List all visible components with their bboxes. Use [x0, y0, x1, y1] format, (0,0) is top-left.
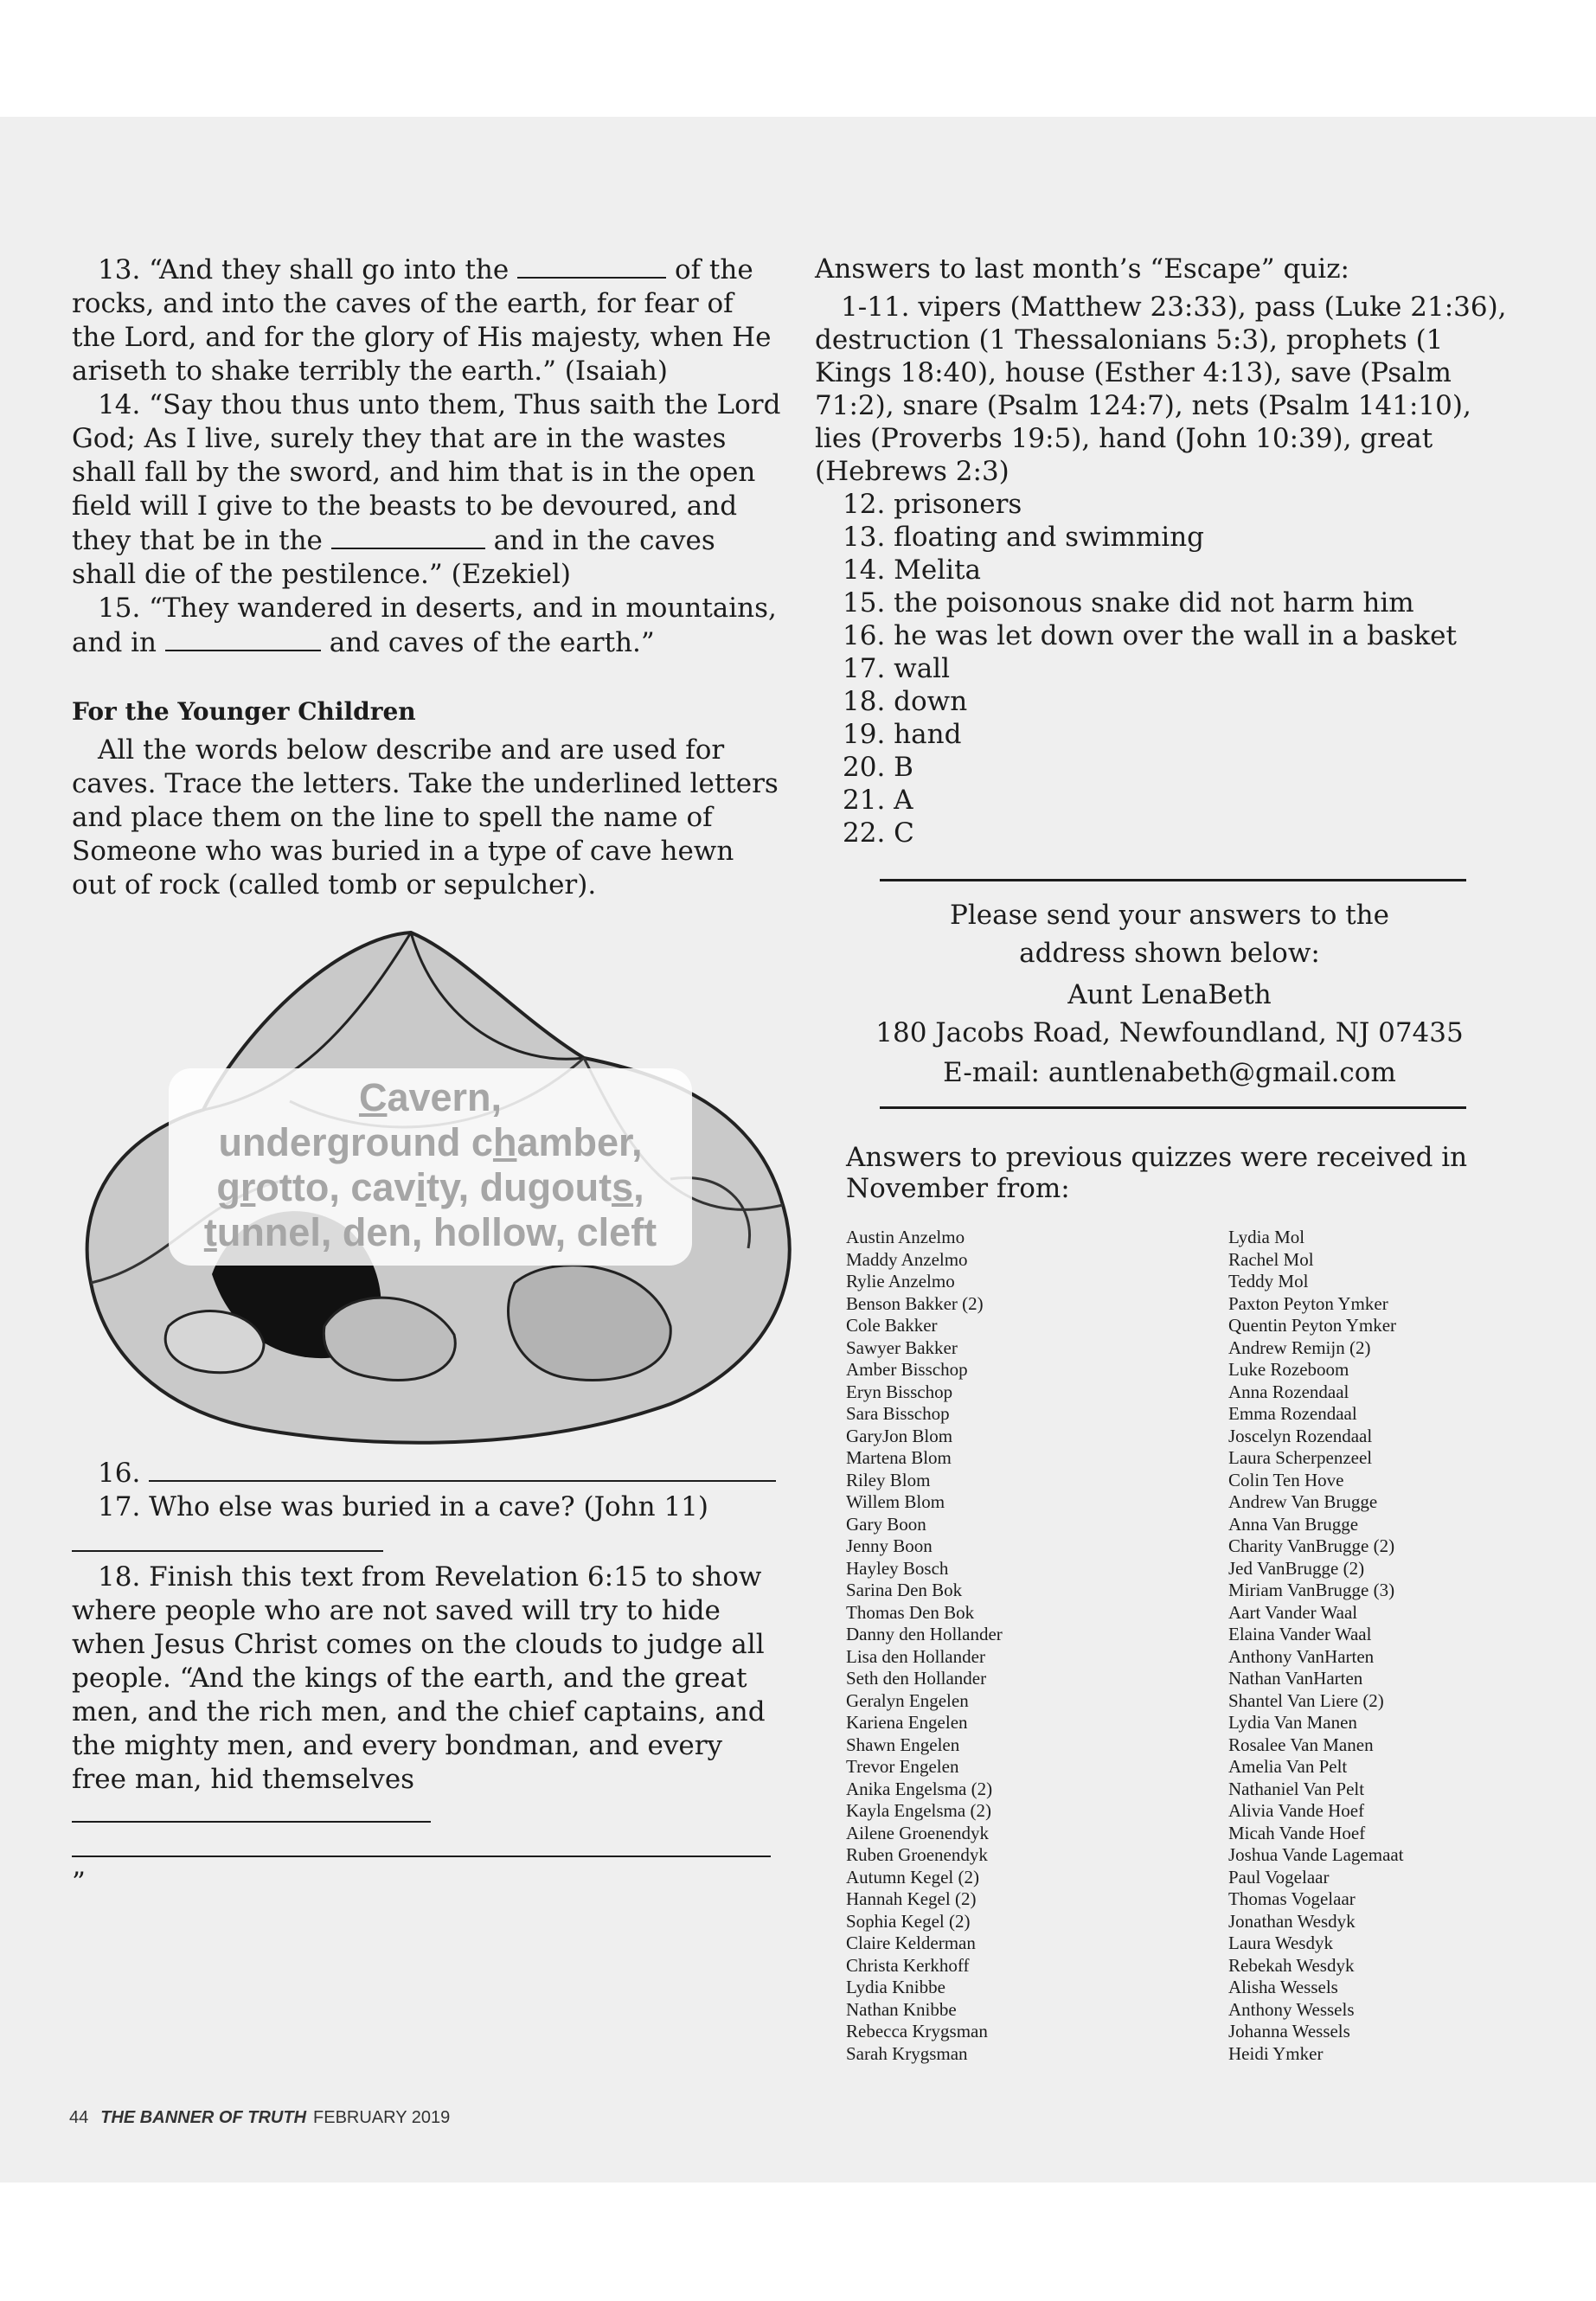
name-entry: Martena Blom — [846, 1447, 952, 1468]
name-entry: Shantel Van Liere (2) — [1228, 1689, 1384, 1711]
name-entry: Maddy Anzelmo — [846, 1248, 968, 1270]
received-title: Answers to previous quizzes were received in November from: — [846, 1142, 1468, 1204]
names-column-1 — [846, 1227, 1228, 2065]
send-line-2: address shown below: — [1019, 938, 1320, 969]
name-entry: Christa Kerkhoff — [846, 1954, 970, 1976]
answer-item: 13. floating and swimming — [843, 522, 1205, 553]
name-entry: Heidi Ymker — [1228, 2042, 1324, 2064]
question-17: 17. Who else was buried in a cave? (John 11) — [98, 1491, 708, 1522]
name-entry: Sawyer Bakker — [846, 1336, 958, 1358]
name-entry: Hannah Kegel (2) — [846, 1888, 977, 1909]
name-entry: Riley Blom — [846, 1469, 931, 1490]
name-entry: Rylie Anzelmo — [846, 1271, 955, 1292]
question-18-line-2: ” — [72, 1831, 781, 1900]
answer-item: 12. prisoners — [843, 489, 1022, 520]
name-entry: Rebecca Krygsman — [846, 2021, 988, 2041]
name-entry: Ruben Groenendyk — [846, 1844, 988, 1865]
answer-blank-14[interactable] — [331, 523, 485, 549]
name-entry: Teddy Mol — [1228, 1271, 1309, 1292]
answer-item: 16. he was let down over the wall in a basket — [843, 620, 1457, 651]
answer-item: 20. B — [843, 752, 913, 783]
left-column — [72, 253, 781, 1900]
name-entry: Nathan Knibbe — [846, 1998, 957, 2020]
answer-blank-18a[interactable] — [72, 1797, 431, 1823]
name-entry: Lydia Knibbe — [846, 1977, 945, 1997]
name-entry: Nathaniel Van Pelt — [1228, 1778, 1365, 1799]
name-entry: Jed VanBrugge (2) — [1228, 1557, 1365, 1579]
name-entry: Rachel Mol — [1228, 1248, 1314, 1270]
answer-item: 19. hand — [843, 719, 962, 750]
address-name: Aunt LenaBeth — [1067, 979, 1272, 1010]
name-entry: Anna Van Brugge — [1228, 1513, 1359, 1535]
cave-illustration — [65, 920, 809, 1456]
address-block — [815, 899, 1524, 1089]
name-entry: Cole Bakker — [846, 1315, 938, 1336]
younger-children-instructions: All the words below describe and are used for caves. Trace the letters. Take the underlined letters and place them on the line to spell the name of Someone who was buried in a type of cave hewn out of rock (called tomb or sepulcher). — [72, 734, 779, 901]
name-entry: Rebekah Wesdyk — [1228, 1954, 1355, 1976]
address-street: 180 Jacobs Road, Newfoundland, NJ 07435 — [875, 1017, 1464, 1048]
name-entry: Elaina Vander Waal — [1228, 1624, 1372, 1644]
address-email[interactable]: E-mail: auntlenabeth@gmail.com — [943, 1057, 1396, 1088]
answers-title: Answers to last month’s “Escape” quiz: — [815, 253, 1350, 285]
answer-item: 15. the poisonous snake did not harm him — [843, 587, 1414, 619]
name-entry: Thomas Vogelaar — [1228, 1888, 1356, 1909]
names-list — [846, 1227, 1521, 2065]
name-entry: Lydia Mol — [1228, 1227, 1305, 1247]
send-line-1: Please send your answers to the — [949, 900, 1389, 931]
name-entry: Ailene Groenendyk — [846, 1822, 990, 1843]
name-entry: Quentin Peyton Ymker — [1228, 1315, 1397, 1336]
answer-blank-18b[interactable] — [72, 1831, 771, 1857]
name-entry: Amelia Van Pelt — [1228, 1756, 1348, 1777]
cave-words-box — [169, 1068, 692, 1266]
name-entry: GaryJon Blom — [846, 1425, 953, 1446]
name-entry: Anthony VanHarten — [1228, 1645, 1375, 1667]
name-entry: Anthony Wessels — [1228, 1998, 1355, 2020]
answer-blank-13[interactable] — [517, 253, 666, 279]
name-entry: Amber Bisschop — [846, 1359, 968, 1380]
name-entry: Colin Ten Hove — [1228, 1469, 1344, 1490]
answer-item: 22. C — [843, 817, 914, 849]
right-column — [815, 253, 1524, 1204]
question-16: 16. — [72, 1456, 781, 1490]
name-entry: Alivia Vande Hoef — [1228, 1800, 1365, 1821]
publication-name: THE BANNER OF TRUTH — [100, 2108, 307, 2127]
name-entry: Laura Wesdyk — [1228, 1932, 1333, 1953]
answer-blank-16[interactable] — [149, 1456, 776, 1482]
name-entry: Claire Kelderman — [846, 1932, 976, 1953]
name-entry: Sarah Krygsman — [846, 2042, 968, 2064]
answer-item: 17. wall — [843, 653, 950, 684]
name-entry: Joshua Vande Lagemaat — [1228, 1844, 1404, 1865]
divider-bottom — [880, 1106, 1466, 1109]
name-entry: Jenny Boon — [846, 1535, 933, 1556]
name-entry: Shawn Engelen — [846, 1734, 960, 1755]
name-entry: Benson Bakker (2) — [846, 1292, 984, 1314]
answers-list — [815, 488, 1524, 849]
name-entry: Sarina Den Bok — [846, 1580, 963, 1600]
answer-item: 14. Melita — [843, 554, 982, 586]
name-entry: Paul Vogelaar — [1228, 1866, 1330, 1888]
name-entry: Aart Vander Waal — [1228, 1601, 1358, 1623]
name-entry: Johanna Wessels — [1228, 2021, 1350, 2041]
issue-date: FEBRUARY 2019 — [313, 2108, 451, 2127]
cave-words-line-1: Cavern, — [358, 1075, 503, 1119]
answer-blank-17[interactable] — [72, 1550, 383, 1552]
name-entry: Charity VanBrugge (2) — [1228, 1535, 1395, 1556]
name-entry: Anna Rozendaal — [1228, 1381, 1349, 1402]
name-entry: Emma Rozendaal — [1228, 1403, 1357, 1424]
answer-item: 21. A — [843, 785, 913, 816]
names-column-2 — [1228, 1227, 1404, 2065]
name-entry: Laura Scherpenzeel — [1228, 1447, 1373, 1468]
cave-words-line-4: tunnel, den, hollow, cleft — [203, 1210, 657, 1254]
question-14: 14. “Say thou thus unto them, Thus saith the Lord God; As I live, surely they that are in the wastes shall fall by the sword, and him that is in the open field will I give to the beasts to be devoured, and they that be in the and in the caves shall die of the pestilence.” (Ezekiel) — [72, 389, 781, 590]
name-entry: Paxton Peyton Ymker — [1228, 1292, 1388, 1314]
page-footer — [69, 2108, 450, 2128]
name-entry: Gary Boon — [846, 1513, 926, 1535]
page-number: 44 — [69, 2108, 89, 2127]
name-entry: Lisa den Hollander — [846, 1645, 985, 1667]
answer-item: 18. down — [843, 686, 968, 717]
name-entry: Danny den Hollander — [846, 1624, 1003, 1644]
name-entry: Kayla Engelsma (2) — [846, 1800, 991, 1821]
name-entry: Micah Vande Hoef — [1228, 1822, 1366, 1843]
question-18: 18. Finish this text from Revelation 6:15 to show where people who are not saved will try to hide when Jesus Christ comes on the clouds to judge all people. “And the kings of the earth, and the great men, and the rich men, and the chief captains, and the mighty men, and every bondman, and every free man, hid themselves — [72, 1561, 781, 1831]
name-entry: Geralyn Engelen — [846, 1689, 969, 1711]
younger-children-heading: For the Younger Children — [72, 697, 416, 726]
name-entry: Anika Engelsma (2) — [846, 1778, 993, 1799]
answers-intro: 1-11. vipers (Matthew 23:33), pass (Luke 21:36), destruction (1 Thessalonians 5:3), prophets (1 Kings 18:40), house (Esther 4:13), save (Psalm 71:2), snare (Psalm 124:7), nets (Psalm 141:10), lies (Proverbs 19:5), hand (John 10:39), great (Hebrews 2:3) — [815, 292, 1507, 487]
question-15: 15. “They wandered in deserts, and in mountains, and in and caves of the earth.” — [72, 593, 777, 658]
cave-words-line-3: grotto, cavity, dugouts, — [216, 1165, 644, 1209]
name-entry: Andrew Remijn (2) — [1228, 1336, 1371, 1358]
name-entry: Thomas Den Bok — [846, 1601, 975, 1623]
name-entry: Rosalee Van Manen — [1228, 1734, 1374, 1755]
name-entry: Trevor Engelen — [846, 1756, 959, 1777]
name-entry: Jonathan Wesdyk — [1228, 1910, 1356, 1932]
name-entry: Andrew Van Brugge — [1228, 1491, 1378, 1512]
answer-blank-15[interactable] — [165, 625, 321, 651]
name-entry: Austin Anzelmo — [846, 1227, 965, 1247]
name-entry: Lydia Van Manen — [1228, 1712, 1357, 1733]
name-entry: Seth den Hollander — [846, 1668, 987, 1689]
name-entry: Eryn Bisschop — [846, 1381, 953, 1402]
cave-words-line-2: underground chamber, — [218, 1120, 643, 1164]
name-entry: Nathan VanHarten — [1228, 1668, 1363, 1689]
name-entry: Autumn Kegel (2) — [846, 1866, 979, 1888]
name-entry: Sara Bisschop — [846, 1403, 950, 1424]
divider-top — [880, 879, 1466, 881]
name-entry: Luke Rozeboom — [1228, 1359, 1349, 1380]
name-entry: Kariena Engelen — [846, 1712, 968, 1733]
name-entry: Joscelyn Rozendaal — [1228, 1425, 1373, 1446]
name-entry: Miriam VanBrugge (3) — [1228, 1580, 1395, 1600]
name-entry: Hayley Bosch — [846, 1557, 949, 1579]
name-entry: Sophia Kegel (2) — [846, 1910, 971, 1932]
question-13: 13. “And they shall go into the of the rocks, and into the caves of the earth, for fear of the Lord, and for the glory of His majesty, when He ariseth to shake terribly the earth.” (Isaiah) — [72, 254, 772, 387]
name-entry: Willem Blom — [846, 1491, 945, 1512]
name-entry: Alisha Wessels — [1228, 1977, 1338, 1997]
